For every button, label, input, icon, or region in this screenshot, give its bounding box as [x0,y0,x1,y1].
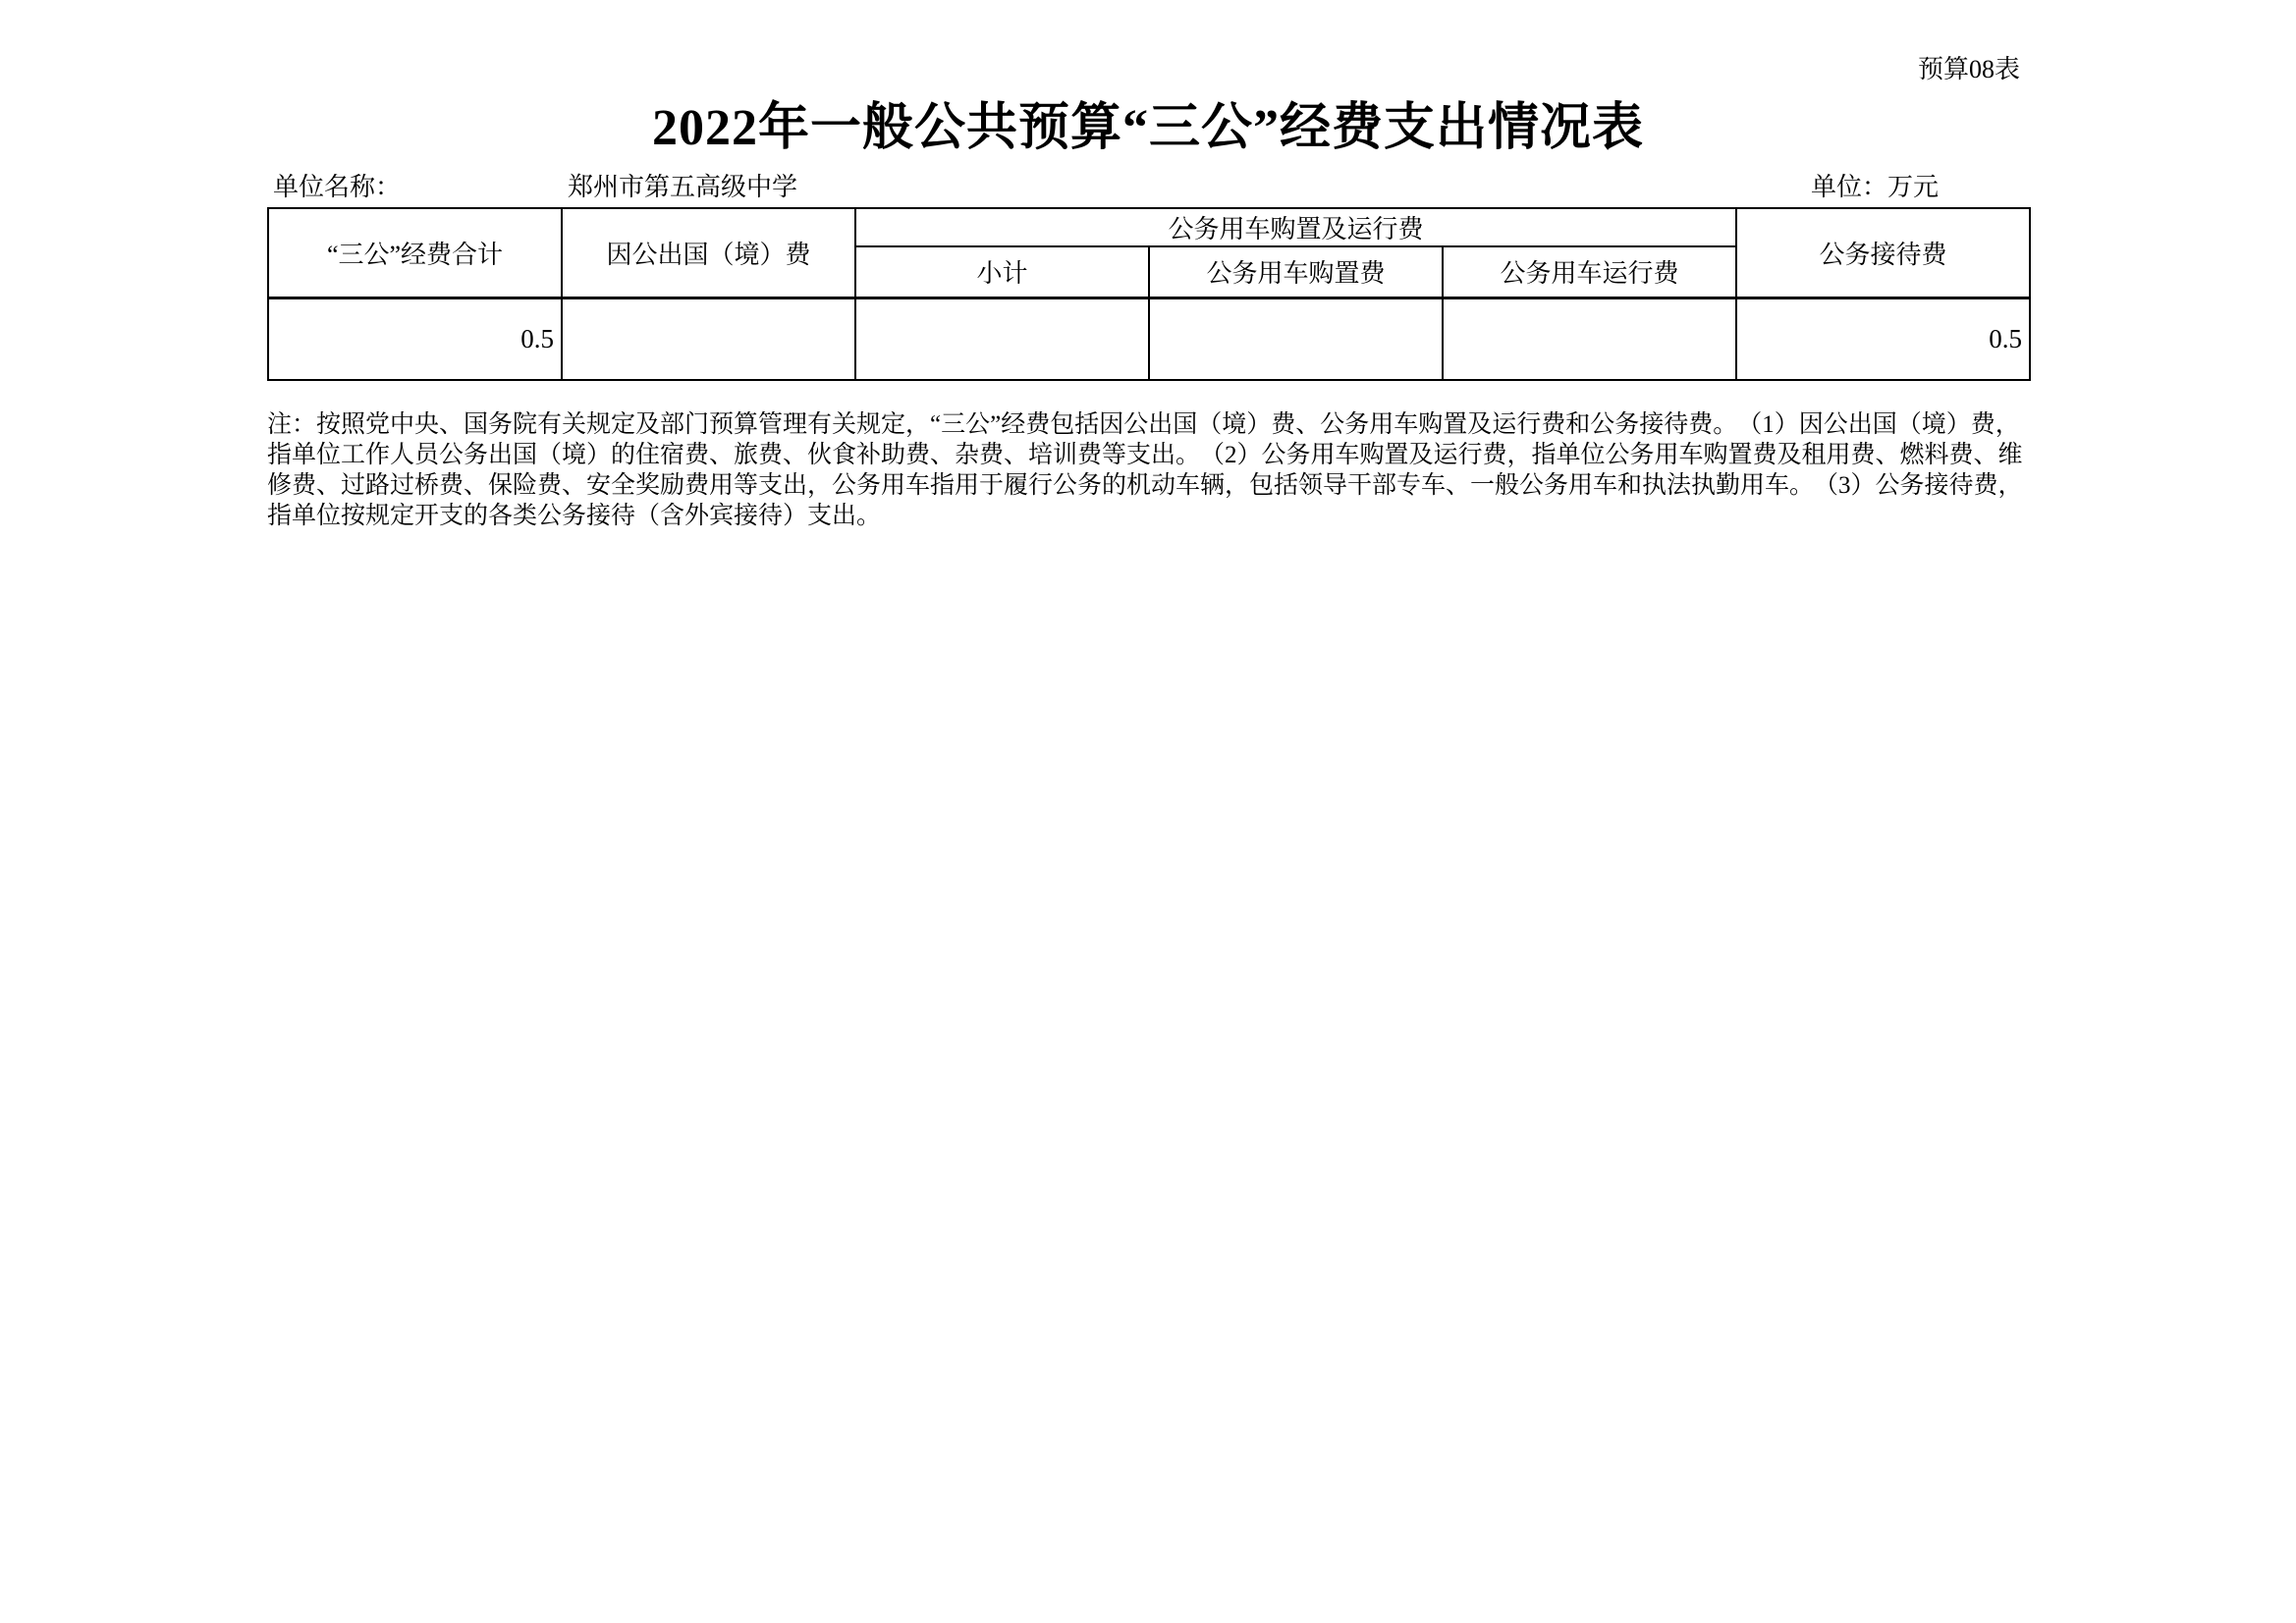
cell-vehicle-purchase [1149,298,1443,380]
cell-abroad [562,298,855,380]
note-text: 注：按照党中央、国务院有关规定及部门预算管理有关规定，“三公”经费包括因公出国（境）费、公务用车购置及运行费和公务接待费。 （1）因公出国（境）费，指单位工作人员公务出国（境）的住宿费、旅费、伙食补助费、杂费、培训费等支出。 （2）公务用车购置及运行费，指单位公务用车购置费及租用费、燃料费、维修费、过路过桥费、保险费、安全奖励费用等支出，公务用车指用于履行公务的机动车辆，包括领导干部专车、一般公务用车和执法执勤用车。 （3）公务接待费，指单位按规定开支的各类公务接待（含外宾接待）支出。 [267,411,2023,529]
page-title: 2022年一般公共预算“三公”经费支出情况表 [651,100,1644,156]
cell-reception: 0.5 [1736,298,2030,380]
form-number: 预算08表 [1917,55,2020,83]
unit-name-label: 单位名称： [273,173,402,201]
header-abroad: 因公出国（境）费 [562,208,855,298]
table-row [268,298,2030,380]
header-total: “三公”经费合计 [268,208,562,298]
header-vehicle-purchase: 公务用车购置费 [1149,246,1443,298]
header-vehicle-operation: 公务用车运行费 [1443,246,1736,298]
cell-total: 0.5 [268,298,562,380]
unit-name-value: 郑州市第五高级中学 [568,173,798,201]
unit-info-row [267,171,2029,205]
header-subtotal: 小计 [855,246,1149,298]
header-vehicle-group: 公务用车购置及运行费 [855,208,1736,246]
cell-subtotal [855,298,1149,380]
unit-of-measure: 单位：万元 [1810,173,1939,201]
three-public-expense-table [267,207,2031,381]
header-reception: 公务接待费 [1736,208,2030,298]
cell-vehicle-operation [1443,298,1736,380]
